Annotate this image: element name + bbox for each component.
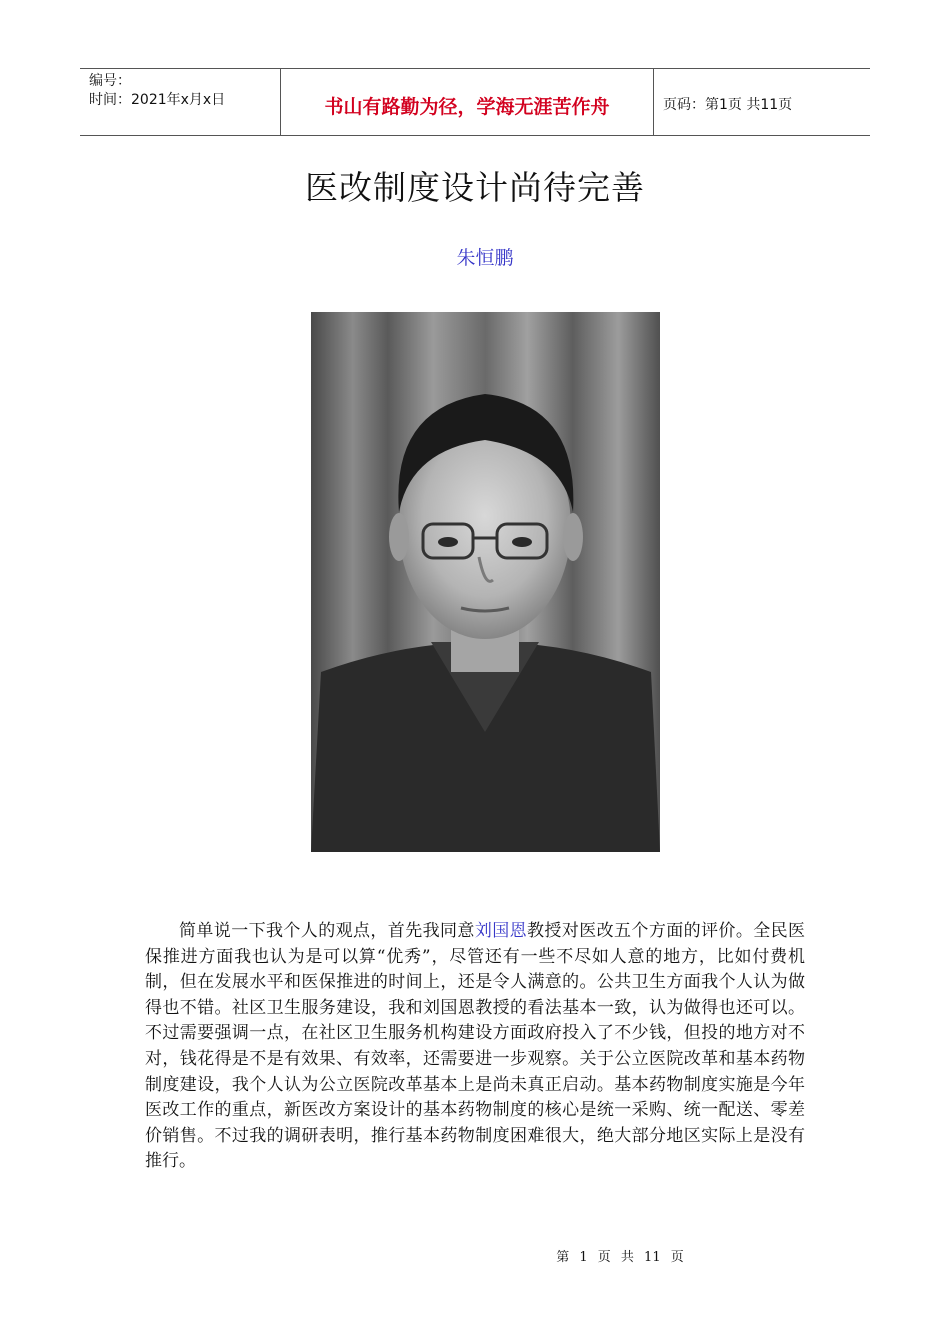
- portrait-image: [311, 312, 660, 852]
- author-link[interactable]: 刘国恩: [474, 921, 528, 941]
- time-label: 时间：2021年x月x日: [89, 92, 226, 108]
- article-title: 医改制度设计尚待完善: [305, 168, 645, 207]
- article-body: [145, 919, 805, 1175]
- article-author: 朱恒鹏: [456, 247, 514, 269]
- body-text-rest: 教授对医改五个方面的评价。全民医保推进方面我也认为是可以算“优秀”，尽管还有一些不尽如人意的地方，比如付费机制，但在发展水平和医保推进的时间上，还是令人满意的。公共卫生方面我个人认为做得也不错。社区卫生服务建设，我和刘国恩教授的看法基本一致，认为做得也还可以。不过需要强调一点，在社区卫生服务机构建设方面政府投入了不少钱，但投的地方对不对，钱花得是不是有效果、有效率，还需要进一步观察。关于公立医院改革和基本药物制度建设，我个人认为公立医院改革基本上是尚未真正启动。基本药物制度实施是今年医改工作的重点，新医改方案设计的基本药物制度的核心是统一采购、统一配送、零差价销售。不过我的调研表明，推行基本药物制度困难很大，绝大部分地区实际上是没有推行。: [145, 921, 806, 1172]
- body-text-start: 简单说一下我个人的观点，首先我同意: [179, 921, 475, 941]
- header-motto: 书山有路勤为径，学海无涯苦作舟: [281, 69, 654, 135]
- page-header: [80, 68, 870, 136]
- number-label: 编号：: [89, 73, 131, 89]
- header-page-info: 页码：第1页 共11页: [663, 97, 793, 113]
- author-portrait: [311, 312, 660, 852]
- header-meta: [80, 69, 281, 135]
- page-footer: 第 1 页 共 11 页: [556, 1250, 684, 1265]
